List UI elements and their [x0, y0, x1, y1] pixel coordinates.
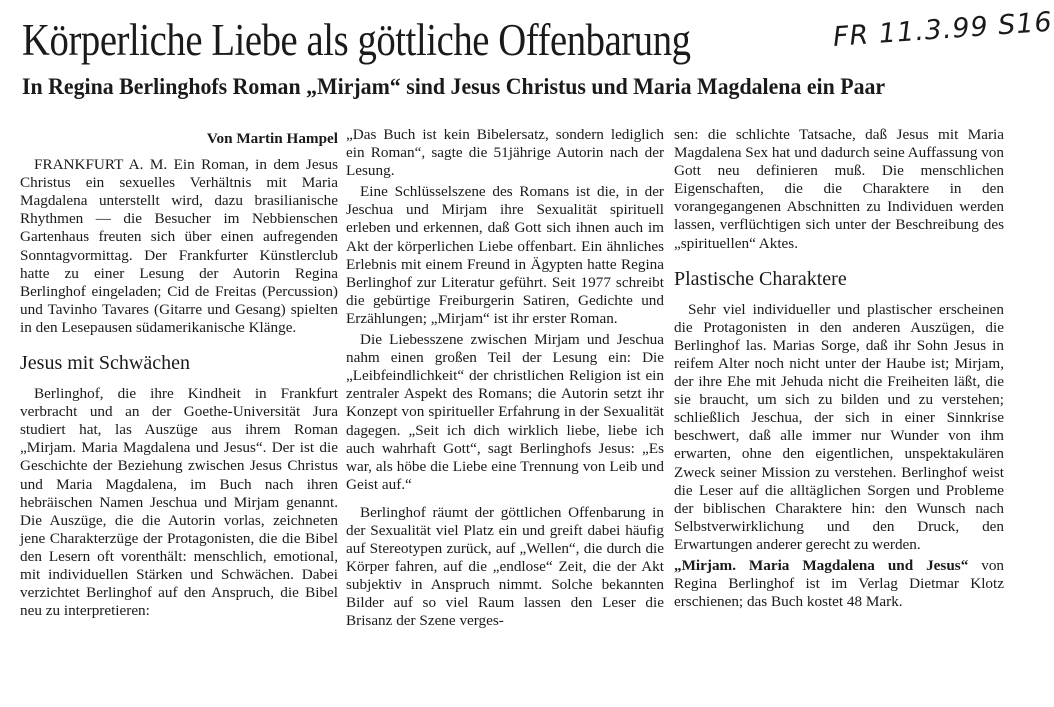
paragraph: FRANKFURT A. M. Ein Roman, in dem Jesus Christus ein sexuelles Verhältnis mit Maria Magdalena unterstellt wird, dazu brasilianische Rhythmen — die Besucher im Nebbienschen Gartenhaus freuten sich über einen aufregenden Sonntagvormittag. Der Frankfurter Künstlerclub hatte zu einer Lesung der Autorin Regina Berlinghof eingeladen; Cid de Freitas (Percussion) und Tavinho Tavares (Gitarre und Gesang) spielten in den Lesepausen südamerikanische Klänge.	[20, 156, 338, 336]
section-subtitle: Plastische Charaktere	[674, 267, 847, 290]
paragraph: Berlinghof, die ihre Kindheit in Frankfurt verbracht und an der Goethe-Universität Jura studiert hat, las Auszüge aus ihrem Roman „Mirjam. Maria Magdalena und Jesus“. Der ist die Geschichte der Beziehung zwischen Jesus Christus und Maria Magdalena, im Buch nach ihren hebräischen Namen Jeschua und Mirjam genannt. Die Auszüge, die die Autorin vorlas, zeichneten jene Charakterzüge der Protagonisten, die die Bibel den Lesern oft vorenthält: menschlich, emotional, mit individuellen Stärken und Schwächen. Dabei verzichtet Berlinghof auf den Anspruch, die Bibel neu zu interpretieren:	[20, 385, 338, 620]
headline: Körperliche Liebe als göttliche Offenbarung	[22, 15, 691, 65]
paragraph: Eine Schlüsselszene des Romans ist die, in der Jeschua und Mirjam ihre Sexualität spirituell erleben und erkennen, daß Gott sich ihnen auch im Akt der körperlichen Liebe offenbart. Ein ähnliches Erlebnis mit einem Freund in Ägypten hatte Regina Berlinghof zur Literatur geführt. Seit 1977 schreibt die gebürtige Freiburgerin Satiren, Gedichte und Erzählungen; „Mirjam“ ist ihr erster Roman.	[346, 183, 664, 327]
book-info	[674, 557, 1004, 611]
paragraph: Berlinghof räumt der göttlichen Offenbarung in der Sexualität viel Platz ein und greift dabei häufig auf Stereotypen zurück, auf „Wellen“, die durch die Körper fahren, auf die „endlose“ Zeit, die der Akt subjektiv in Anspruch nimmt. Solche bekannten Bilder auf so viel Raum lassen den Leser die Brisanz der Szene verges-	[346, 503, 664, 630]
paragraph: „Das Buch ist kein Bibelersatz, sondern lediglich ein Roman“, sagte die 51jährige Autorin nach der Lesung.	[346, 126, 664, 180]
article-column-3	[674, 126, 1004, 611]
paragraph: Die Liebesszene zwischen Mirjam und Jeschua nahm einen großen Teil der Lesung ein: Die „Leibfeindlichkeit“ der christlichen Religion ist ein zentraler Aspekt des Romans; die Autorin setzt ihr Konzept von spiritueller Erfahrung in der Sexualität dagegen. „Seit ich dich wirklich liebe, liebe ich auch wahrhaft Gott“, sagt Berlinghofs Jesus: „Es war, als höbe die Liebe eine Trennung von Leib und Geist auf.“	[346, 331, 664, 493]
section-subtitle: Jesus mit Schwächen	[20, 352, 190, 375]
article-column-1	[20, 126, 338, 620]
paragraph: sen: die schlichte Tatsache, daß Jesus mit Maria Magdalena Sex hat und dadurch seine Auffassung von Gott neu definieren muß. Die menschlichen Eigenschaften, die die Charaktere in den vorangegangenen Abschnitten zu Individuen werden lassen, verflüchtigen sich unter der Beschreibung des „spirituellen“ Aktes.	[674, 126, 1004, 252]
archive-stamp: FR 11.3.99 S16	[832, 6, 1054, 53]
subheadline: In Regina Berlinghofs Roman „Mirjam“ sind Jesus Christus und Maria Magdalena ein Paar	[22, 74, 886, 99]
paragraph: Sehr viel individueller und plastischer erscheinen die Protagonisten in den anderen Auszügen, die Berlinghof las. Marias Sorge, daß ihr Sohn Jesus in reifem Alter noch nicht unter der Haube ist; Mirjam, der ihre Ehe mit Jehuda nicht die Freiheiten läßt, die sie braucht, um sich zu bilden und zu verstehen; schließlich Jeschua, der sich in einer Sinnkrise beschwert, daß alle immer nur Wunder von ihm erwarten, ohne den eigentlichen, unspektakulären Zweck seiner Mission zu verstehen. Berlinghof weist die Leser auf die alltäglichen Sorgen und Probleme der biblischen Charaktere hin: den Wunsch nach Selbstverwirklichung und den Druck, den Erwartungen anderer gerecht zu werden.	[674, 300, 1004, 553]
book-title: „Mirjam. Maria Magdalena und Jesus“	[674, 556, 969, 574]
byline: Von Martin Hampel	[206, 130, 338, 147]
article-column-2	[346, 126, 664, 631]
book-info-text: von Regina Berlinghof ist im Verlag Dietmar Klotz erschienen; das Buch kostet 48 Mark.	[674, 556, 1005, 611]
